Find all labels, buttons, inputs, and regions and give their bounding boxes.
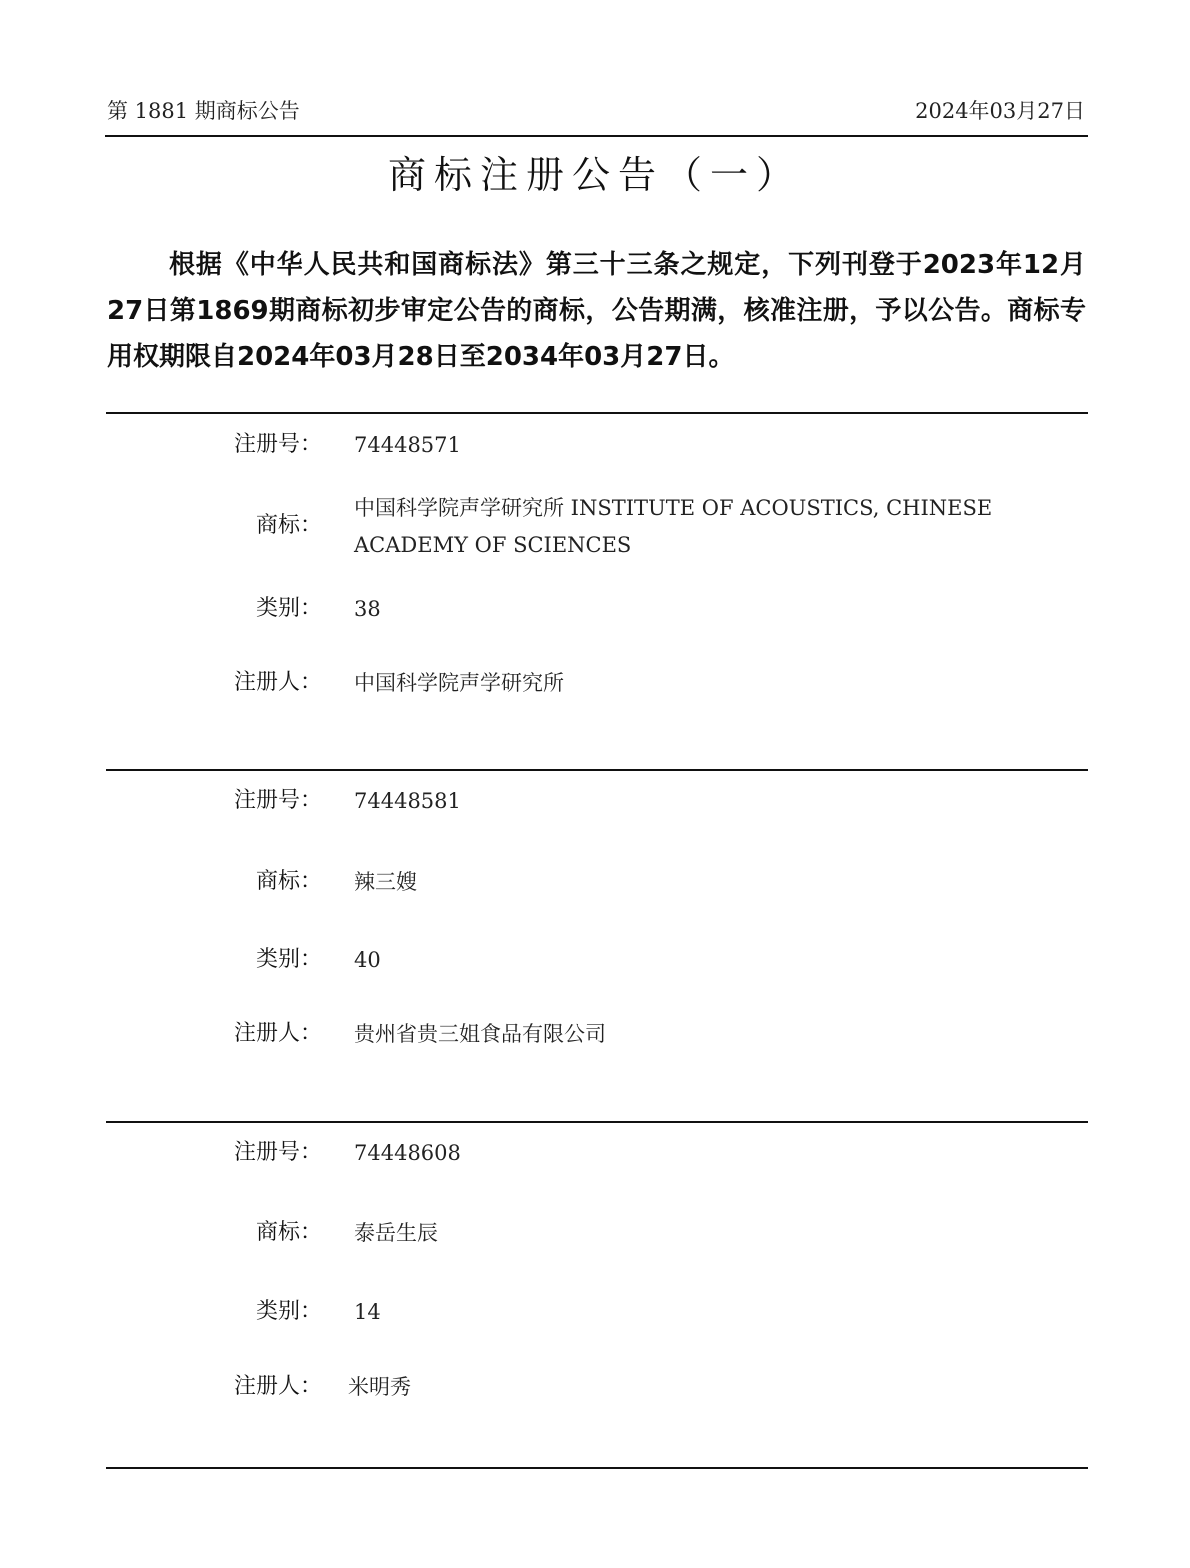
mark-value: 泰岳生辰 [354,1221,438,1245]
entry-divider [106,1121,1088,1123]
intro-paragraph: 根据《中华人民共和国商标法》第三十三条之规定，下列刊登于2023年12月27日第1869期商标初步审定公告的商标，公告期满，核准注册，予以公告。商标专用权期限自2024年03月28日至2034年03月27日。 [107,250,1086,372]
class-label: 类别： [255,1299,322,1324]
class-value: 38 [354,597,381,621]
class-label: 类别： [255,947,322,972]
reg-no-value: 74448608 [354,1141,461,1165]
header-divider [105,135,1088,137]
mark-label: 商标： [255,869,322,894]
registrant-label: 注册人： [233,1374,322,1399]
reg-no-label: 注册号： [233,432,322,457]
mark-label: 商标： [255,513,322,538]
class-value: 40 [354,948,381,972]
mark-label: 商标： [255,1220,322,1245]
registrant-value: 米明秀 [348,1375,411,1399]
entry-divider [106,1467,1088,1469]
registrant-label: 注册人： [233,1021,322,1046]
reg-no-label: 注册号： [233,788,322,813]
class-value: 14 [354,1300,381,1324]
page-title: 商标注册公告（一） [387,153,802,197]
mark-value: 辣三嫂 [354,870,417,894]
entry-divider [106,769,1088,771]
issue-date: 2024年03月27日 [915,99,1085,123]
issue-number: 第 1881 期商标公告 [107,99,300,123]
class-label: 类别： [255,596,322,621]
registrant-label: 注册人： [233,670,322,695]
reg-no-label: 注册号： [233,1140,322,1165]
registrant-value: 贵州省贵三姐食品有限公司 [354,1022,606,1046]
mark-value: 中国科学院声学研究所 INSTITUTE OF ACOUSTICS, CHINESE ACADEMY OF SCIENCES [354,496,993,557]
registrant-value: 中国科学院声学研究所 [354,671,564,695]
reg-no-value: 74448581 [354,789,461,813]
page-header [107,96,1085,126]
entry-divider [106,412,1088,414]
reg-no-value: 74448571 [354,433,461,457]
